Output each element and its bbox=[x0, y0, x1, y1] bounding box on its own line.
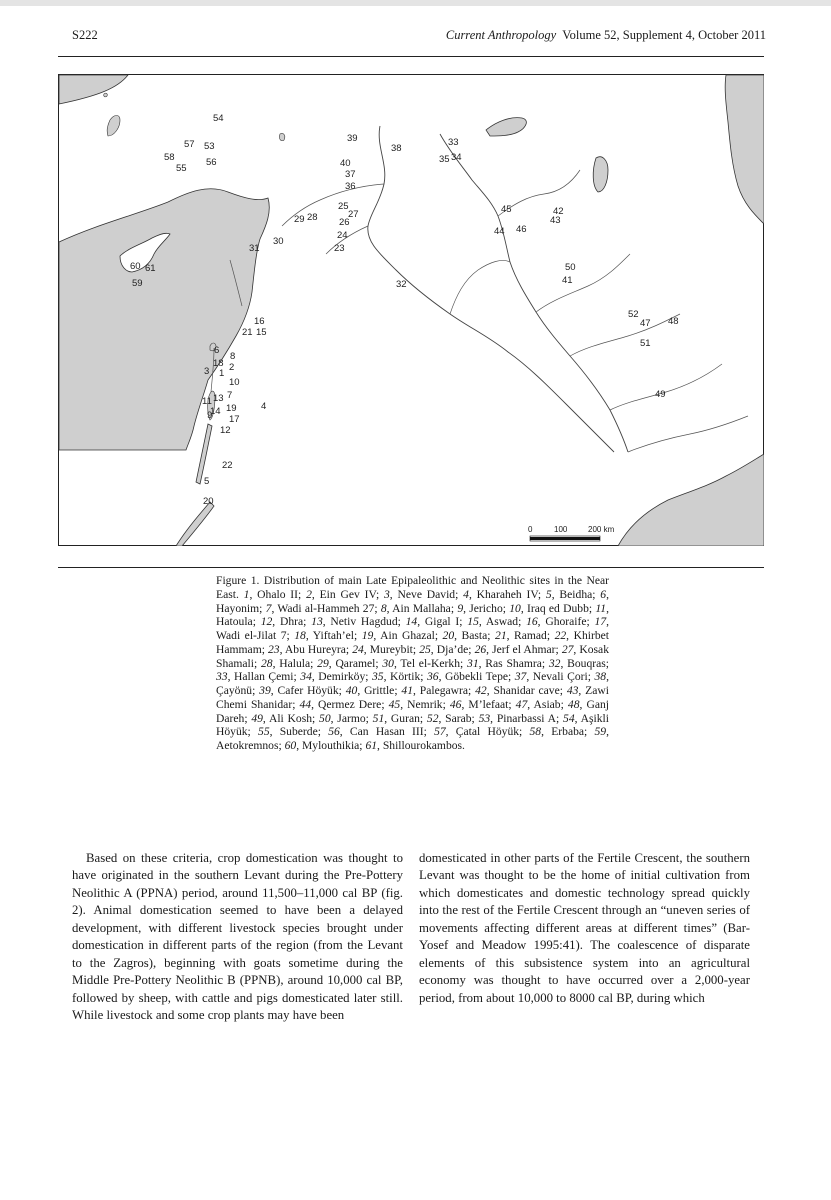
site-name: , Körtik; bbox=[383, 670, 427, 684]
site-name: , Ein Gev IV; bbox=[311, 587, 384, 601]
journal-citation bbox=[446, 28, 766, 43]
site-number: 60 bbox=[284, 739, 297, 752]
site-name: , Göbekli Tepe; bbox=[438, 670, 515, 684]
site-name: , Shillourokambos. bbox=[377, 739, 465, 752]
site-name: , Pinarbassi A; bbox=[490, 711, 564, 725]
site-number: 11 bbox=[595, 601, 607, 615]
site-label: 17 bbox=[229, 414, 240, 425]
site-label: 16 bbox=[254, 316, 265, 327]
site-name: , M’lefaat; bbox=[461, 697, 516, 711]
site-name: , Guran; bbox=[384, 711, 427, 725]
site-label: 51 bbox=[640, 338, 651, 349]
page-number: S222 bbox=[72, 28, 98, 42]
site-map bbox=[58, 74, 764, 546]
site-label: 32 bbox=[396, 279, 407, 290]
site-name: , Halula; bbox=[272, 656, 318, 670]
site-label: 49 bbox=[655, 389, 666, 400]
journal-name: Current Anthropology bbox=[445, 28, 557, 42]
site-number: 1 bbox=[243, 587, 250, 601]
site-number: 50 bbox=[319, 711, 331, 725]
site-name: , Wadi al-Hammeh 27; bbox=[271, 601, 381, 615]
site-name: , Ain Mallaha; bbox=[386, 601, 458, 615]
site-number: 35 bbox=[372, 670, 384, 684]
site-label: 34 bbox=[451, 152, 462, 163]
site-name: , Hallan Çemi; bbox=[227, 670, 301, 684]
scale-tick-200: 200 km bbox=[588, 525, 615, 534]
site-label: 6 bbox=[214, 345, 220, 356]
site-label: 27 bbox=[348, 209, 359, 220]
site-name: , Jarmo; bbox=[330, 711, 373, 725]
site-name: , Jerf el Ahmar; bbox=[486, 642, 562, 656]
map-svg bbox=[58, 74, 764, 546]
site-label: 41 bbox=[562, 275, 573, 286]
site-number: 19 bbox=[361, 629, 374, 642]
site-label: 46 bbox=[516, 224, 527, 235]
site-label: 26 bbox=[339, 217, 350, 228]
site-number: 10 bbox=[509, 601, 521, 615]
site-label: 1 bbox=[219, 368, 225, 379]
journal-issue: Volume 52, Supplement 4, October 2011 bbox=[562, 28, 766, 42]
site-number: 20 bbox=[442, 629, 455, 642]
site-number: 40 bbox=[345, 684, 358, 697]
site-label: 60 bbox=[130, 261, 141, 272]
site-name: , Bouqras; bbox=[560, 656, 609, 670]
site-name: , Can Hasan III; bbox=[339, 725, 435, 739]
site-number: 34 bbox=[300, 670, 312, 684]
site-label: 36 bbox=[345, 181, 356, 192]
site-number: 48 bbox=[567, 697, 580, 711]
running-header bbox=[72, 28, 766, 46]
site-name: , Aşikli Höyük; bbox=[216, 711, 609, 739]
site-number: 30 bbox=[382, 656, 394, 670]
site-number: 54 bbox=[563, 711, 575, 725]
site-label: 29 bbox=[294, 214, 305, 225]
site-name: , Aswad; bbox=[478, 615, 527, 629]
site-number: 7 bbox=[265, 601, 272, 615]
anatolian-lake-2 bbox=[279, 133, 284, 140]
site-number: 8 bbox=[380, 601, 387, 615]
site-label: 9 bbox=[207, 410, 213, 421]
site-label: 25 bbox=[338, 201, 349, 212]
top-bar bbox=[0, 0, 831, 6]
site-label: 7 bbox=[227, 390, 233, 401]
site-number: 22 bbox=[554, 629, 567, 642]
site-name: , Hatoula; bbox=[216, 601, 609, 629]
site-label: 52 bbox=[628, 309, 639, 320]
site-label: 59 bbox=[132, 278, 143, 289]
site-number: 14 bbox=[405, 615, 418, 629]
site-label: 40 bbox=[340, 158, 351, 169]
site-name: , Khirbet Hammam; bbox=[216, 629, 609, 656]
site-number: 47 bbox=[515, 697, 528, 711]
site-name: , Qermez Dere; bbox=[311, 697, 389, 711]
site-number: 5 bbox=[545, 587, 552, 601]
site-label: 48 bbox=[668, 316, 679, 327]
site-number: 25 bbox=[419, 642, 431, 656]
site-label: 33 bbox=[448, 137, 459, 148]
site-name: , Sarab; bbox=[438, 711, 479, 725]
site-number: 23 bbox=[268, 642, 280, 656]
site-label: 35 bbox=[439, 154, 450, 165]
site-number: 15 bbox=[467, 615, 479, 629]
site-label: 15 bbox=[256, 327, 267, 338]
site-name: , Jericho; bbox=[463, 601, 510, 615]
site-number: 38 bbox=[594, 670, 607, 684]
site-label: 37 bbox=[345, 169, 356, 180]
site-number: 6 bbox=[600, 587, 607, 601]
site-label: 24 bbox=[337, 230, 348, 241]
site-name: , Palegawra; bbox=[413, 684, 476, 697]
site-list bbox=[216, 588, 609, 752]
site-number: 45 bbox=[388, 697, 401, 711]
site-number: 33 bbox=[216, 670, 228, 684]
site-label: 55 bbox=[176, 163, 187, 174]
site-label: 19 bbox=[226, 403, 237, 414]
site-number: 51 bbox=[372, 711, 385, 725]
site-label: 38 bbox=[391, 143, 402, 154]
site-number: 28 bbox=[261, 656, 273, 670]
site-label: 23 bbox=[334, 243, 345, 254]
site-label: 56 bbox=[206, 157, 217, 168]
site-number: 9 bbox=[457, 601, 464, 615]
site-name: , Abu Hureyra; bbox=[279, 642, 353, 656]
site-label: 58 bbox=[164, 152, 175, 163]
site-name: , Nemrik; bbox=[400, 697, 450, 711]
site-number: 3 bbox=[384, 587, 390, 601]
site-name: , Kosak Shamali; bbox=[216, 642, 609, 670]
site-label: 4 bbox=[261, 401, 267, 412]
site-number: 26 bbox=[474, 642, 487, 656]
site-label: 14 bbox=[210, 406, 221, 417]
site-number: 4 bbox=[463, 587, 469, 601]
site-name: , Çatal Höyük; bbox=[445, 725, 530, 739]
site-number: 18 bbox=[294, 629, 306, 642]
scale-tick-100: 100 bbox=[554, 525, 568, 534]
site-name: , Netiv Hagdud; bbox=[322, 615, 406, 629]
site-number: 21 bbox=[495, 629, 507, 642]
site-label: 31 bbox=[249, 243, 260, 254]
site-name: , Qaramel; bbox=[328, 656, 383, 670]
site-label: 44 bbox=[494, 226, 505, 237]
site-name: , Cafer Höyük; bbox=[270, 684, 346, 697]
body-column-left: Based on these criteria, crop domestication was thought to have originated in the southern Levant during the Pre-Pottery Neolithic A (PPNA) period, around 11,500–11,000 cal BP (fig. 2). Animal domestication seemed to have been a delayed development, with different livestock species brought under domestication in different parts of the region (from the Levant to the Zagros), beginning with goats sometime during the Middle Pre-Pottery Neolithic B (PPNB), around 10,000 cal BP, followed by sheep, with cattle and pigs domesticated later still. While livestock and some crop plants may have been bbox=[72, 851, 403, 1023]
site-label: 43 bbox=[550, 215, 561, 226]
site-number: 56 bbox=[328, 725, 340, 739]
site-label: 61 bbox=[145, 263, 156, 274]
site-name: , Beidha; bbox=[551, 587, 601, 601]
site-label: 45 bbox=[501, 204, 512, 215]
site-label: 39 bbox=[347, 133, 358, 144]
site-name: , Shanidar cave; bbox=[486, 684, 567, 697]
site-label: 5 bbox=[204, 476, 210, 487]
figure-intro: Distribution of main Late Epipaleolithic and Neolithic sites in the Near East. bbox=[216, 574, 609, 601]
site-label: 28 bbox=[307, 212, 318, 223]
site-name: , Kharaheh IV; bbox=[468, 587, 546, 601]
site-number: 36 bbox=[427, 670, 439, 684]
site-label: 54 bbox=[213, 113, 224, 124]
body-column-right: domesticated in other parts of the Fertile Crescent, the southern Levant was thought to be the home of initial cultivation from which domesticates and domestic technology spread quickly into the rest of the Fertile Crescent through an “uneven series of movements affecting different areas at different times” (Bar-Yosef and Meadow 1995:41). The coalescence of disparate elements of this subsistence system into an agricultural economy was thought to have occurred over a 2,000-year period, from about 10,000 to 8000 cal BP, during which bbox=[419, 851, 750, 1005]
site-number: 39 bbox=[259, 684, 271, 697]
site-name: , Ohalo II; bbox=[249, 587, 307, 601]
site-number: 12 bbox=[260, 615, 273, 629]
site-name: , Ras Shamra; bbox=[478, 656, 549, 670]
site-name: , Demirköy; bbox=[311, 670, 372, 684]
site-label: 53 bbox=[204, 141, 215, 152]
site-name: , Neve David; bbox=[389, 587, 464, 601]
site-number: 32 bbox=[548, 656, 561, 670]
site-number: 24 bbox=[352, 642, 364, 656]
site-number: 52 bbox=[426, 711, 439, 725]
site-name: , Ganj Dareh; bbox=[216, 697, 610, 725]
site-name: , Nevali Çori; bbox=[526, 670, 595, 684]
site-number: 13 bbox=[311, 615, 323, 629]
site-name: , Zawi Chemi Shanidar; bbox=[216, 684, 609, 711]
site-label: 10 bbox=[229, 377, 240, 388]
site-number: 41 bbox=[401, 684, 413, 697]
site-name: , Ain Ghazal; bbox=[373, 629, 443, 642]
site-label: 42 bbox=[553, 206, 564, 217]
site-number: 55 bbox=[258, 725, 270, 739]
site-label: 12 bbox=[220, 425, 231, 436]
site-number: 43 bbox=[566, 684, 579, 697]
site-label: 8 bbox=[230, 351, 236, 362]
site-label: 57 bbox=[184, 139, 195, 150]
site-label: 30 bbox=[273, 236, 284, 247]
site-number: 31 bbox=[467, 656, 479, 670]
site-name: , Suberde; bbox=[269, 725, 329, 739]
site-name: , Mureybit; bbox=[363, 642, 420, 656]
site-label: 22 bbox=[222, 460, 233, 471]
scale-tick-0: 0 bbox=[528, 525, 533, 534]
site-number: 49 bbox=[251, 711, 263, 725]
site-number: 16 bbox=[526, 615, 538, 629]
site-name: , Ramad; bbox=[506, 629, 555, 642]
figure-rule bbox=[58, 567, 764, 568]
site-label: 18 bbox=[213, 358, 224, 369]
anatolian-lake-3 bbox=[104, 93, 108, 97]
site-name: , Ghoraife; bbox=[537, 615, 595, 629]
site-number: 59 bbox=[594, 725, 607, 739]
site-number: 2 bbox=[306, 587, 312, 601]
site-name: , Asiab; bbox=[527, 697, 568, 711]
site-name: , Wadi el-Jilat 7; bbox=[216, 615, 610, 642]
header-rule bbox=[58, 56, 764, 57]
site-name: , Dja’de; bbox=[430, 642, 475, 656]
site-number: 29 bbox=[317, 656, 329, 670]
site-label: 47 bbox=[640, 318, 651, 329]
site-number: 17 bbox=[594, 615, 607, 629]
site-name: , Dhra; bbox=[272, 615, 312, 629]
site-number: 46 bbox=[449, 697, 462, 711]
site-name: , Aetokremnos; bbox=[216, 725, 609, 752]
site-label: 20 bbox=[203, 496, 214, 507]
site-name: , Iraq ed Dubb; bbox=[520, 601, 596, 615]
site-number: 27 bbox=[561, 642, 574, 656]
site-number: 42 bbox=[475, 684, 487, 697]
site-label: 21 bbox=[242, 327, 253, 338]
site-number: 61 bbox=[365, 739, 378, 752]
site-name: , Çayönü; bbox=[216, 670, 609, 697]
site-name: , Ali Kosh; bbox=[262, 711, 320, 725]
site-number: 53 bbox=[478, 711, 491, 725]
site-name: , Gigal I; bbox=[417, 615, 468, 629]
site-name: , Tel el-Kerkh; bbox=[393, 656, 468, 670]
site-number: 58 bbox=[529, 725, 542, 739]
site-label: 13 bbox=[213, 393, 224, 404]
site-name: , Mylouthikia; bbox=[296, 739, 366, 752]
site-label: 50 bbox=[565, 262, 576, 273]
site-label: 11 bbox=[202, 396, 212, 407]
site-label: 2 bbox=[229, 362, 235, 373]
site-number: 57 bbox=[434, 725, 446, 739]
figure-caption bbox=[216, 574, 609, 753]
site-number: 37 bbox=[514, 670, 527, 684]
site-name: , Hayonim; bbox=[216, 587, 609, 615]
site-name: , Erbaba; bbox=[541, 725, 595, 739]
site-name: , Yiftah’el; bbox=[305, 629, 362, 642]
site-label: 3 bbox=[204, 366, 210, 377]
figure-label: Figure 1. bbox=[216, 574, 260, 587]
site-name: , Grittle; bbox=[357, 684, 402, 697]
site-number: 44 bbox=[299, 697, 312, 711]
site-name: , Basta; bbox=[454, 629, 496, 642]
